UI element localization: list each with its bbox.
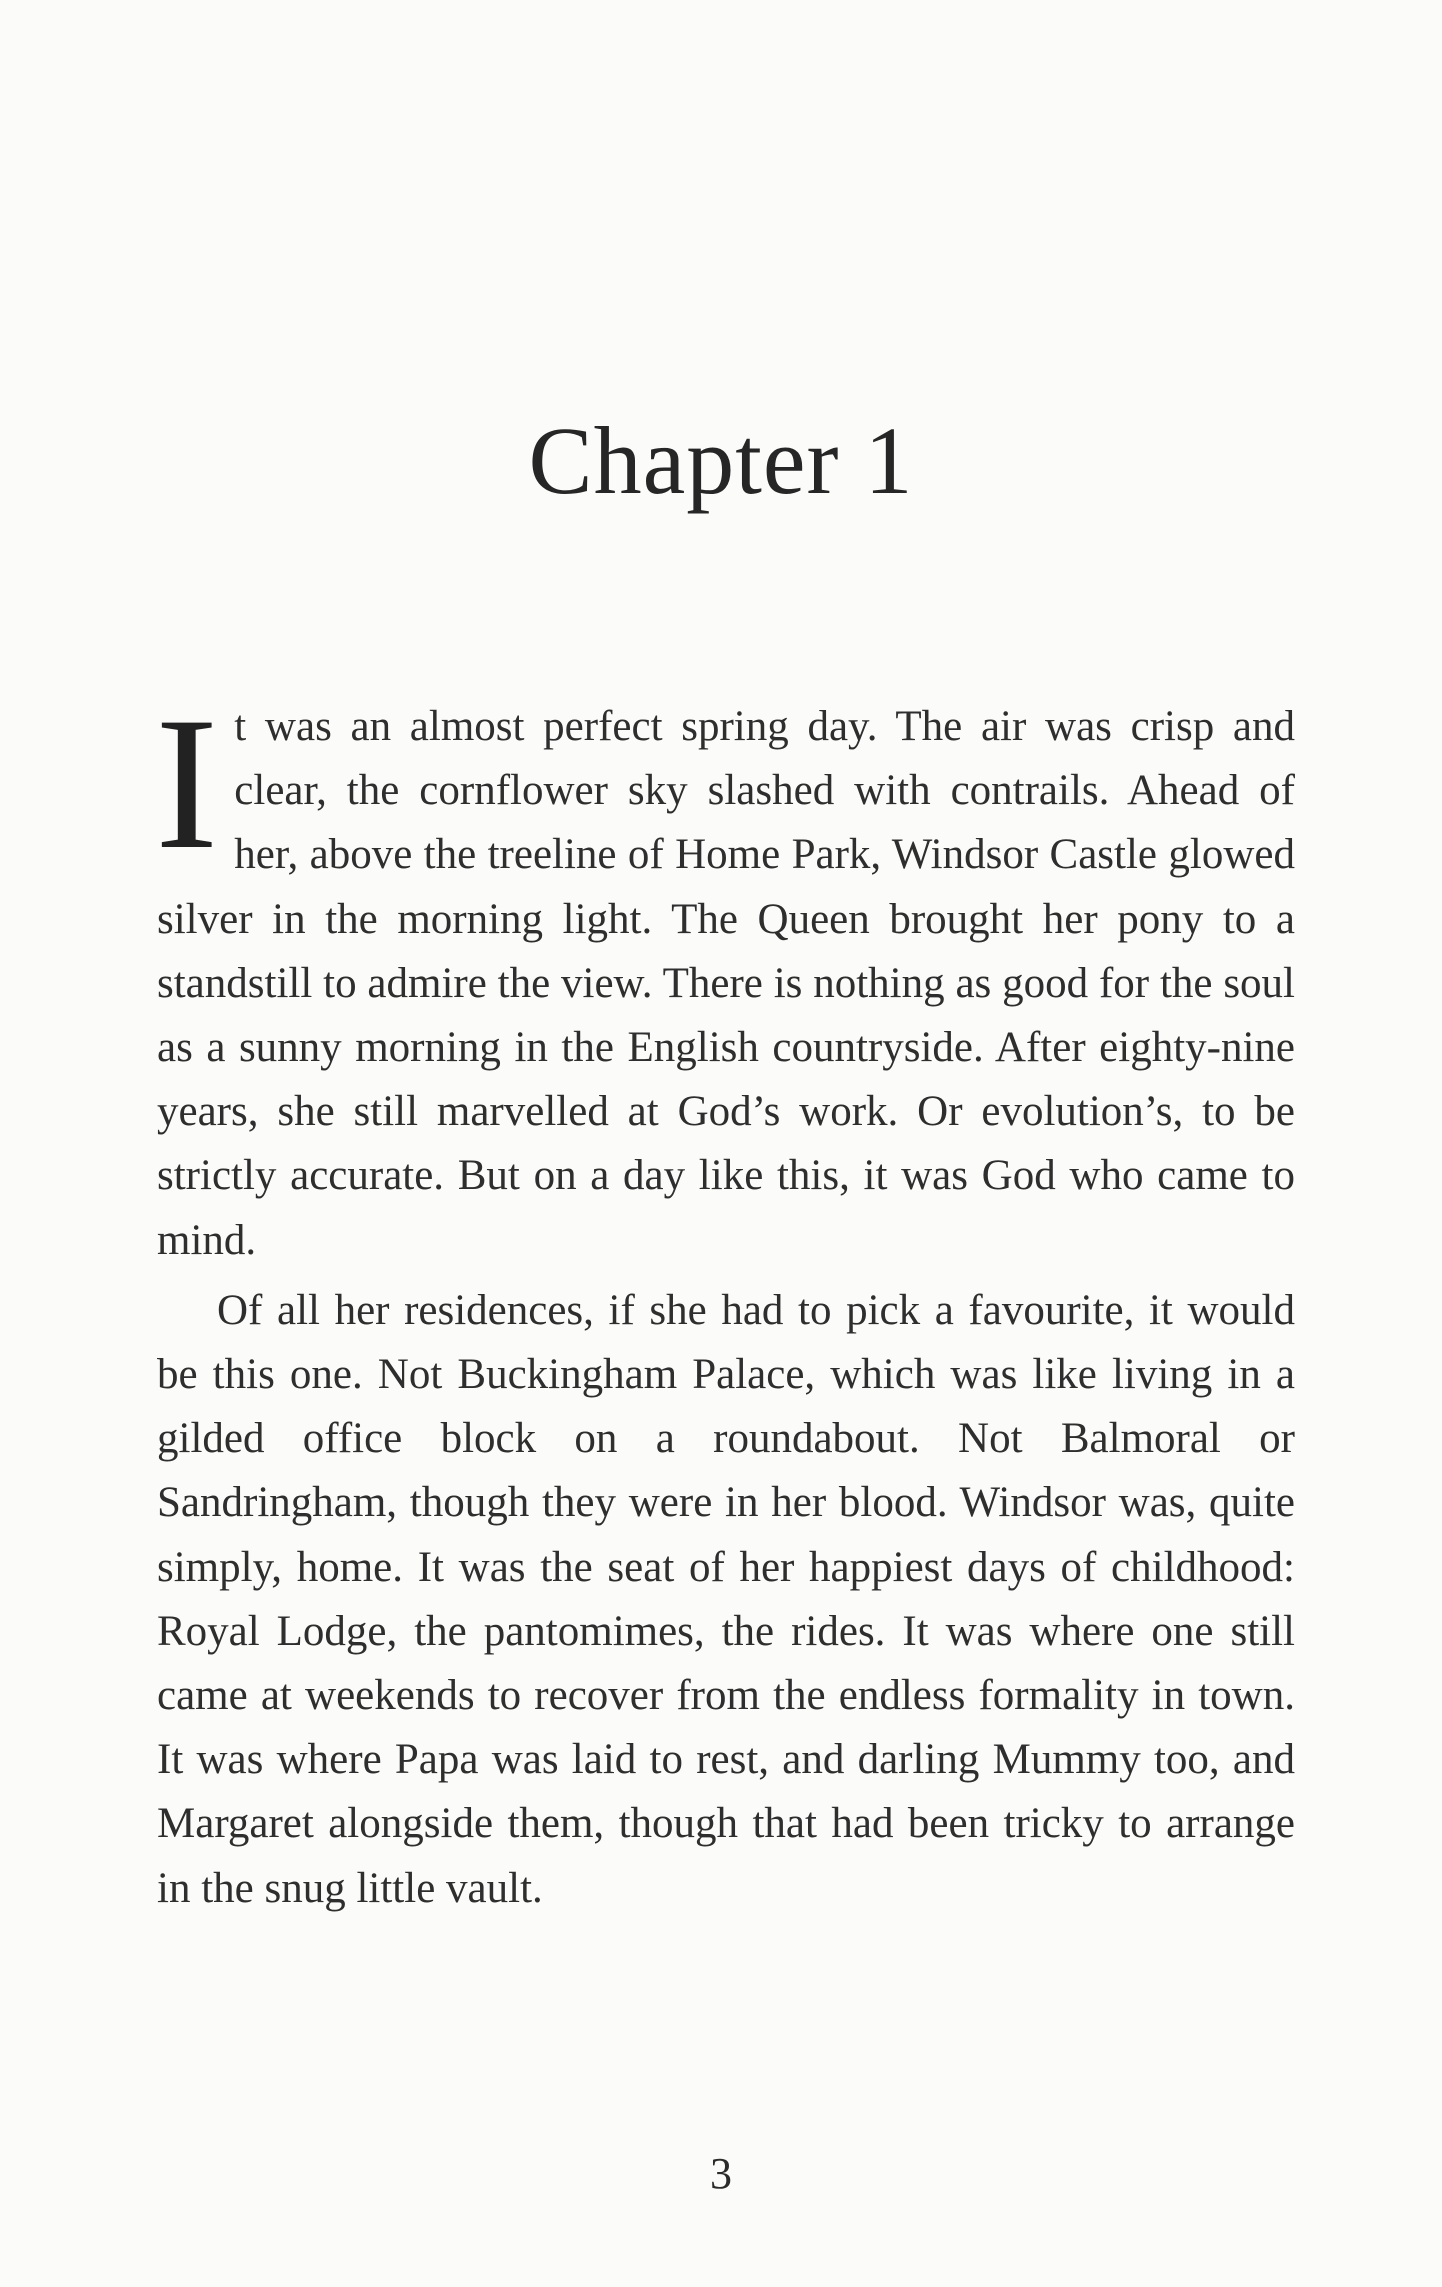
page-number: 3 xyxy=(710,2149,732,2198)
paragraph-1 xyxy=(155,679,1295,1273)
paragraph-1-text: t was an almost perfect spring day. The air was crisp and clear, the cornflower sky slashed with contrails. Ahead of her, above the treeline of Home Park, Windsor Castle glowed silver in the morning light. The Queen brought her pony to a standstill to admire the view. There is nothing as good for the soul as a sunny morning in the English countryside. After eighty-nine years, she still marvelled at God’s work. Or evolution’s, to be strictly accurate. But on a day like this, it was God who came to mind. xyxy=(157,703,1295,1264)
chapter-title: Chapter 1 xyxy=(528,407,914,514)
paragraph-2: Of all her residences, if she had to pick a favourite, it would be this one. Not Buckingham Palace, which was like living in a gilded office block on a roundabout. Not Balmoral or Sandringham, though they were in her blood. Windsor was, quite simply, home. It was the seat of her happiest days of childhood: Royal Lodge, the pantomimes, the rides. It was where one still came at weekends to recover from the endless formality in town. It was where Papa was laid to rest, and darling Mummy too, and Margaret alongside them, though that had been tricky to arrange in the snug little vault. xyxy=(157,1286,1295,1912)
drop-cap: I xyxy=(155,679,219,889)
chapter-body xyxy=(155,679,1295,1921)
